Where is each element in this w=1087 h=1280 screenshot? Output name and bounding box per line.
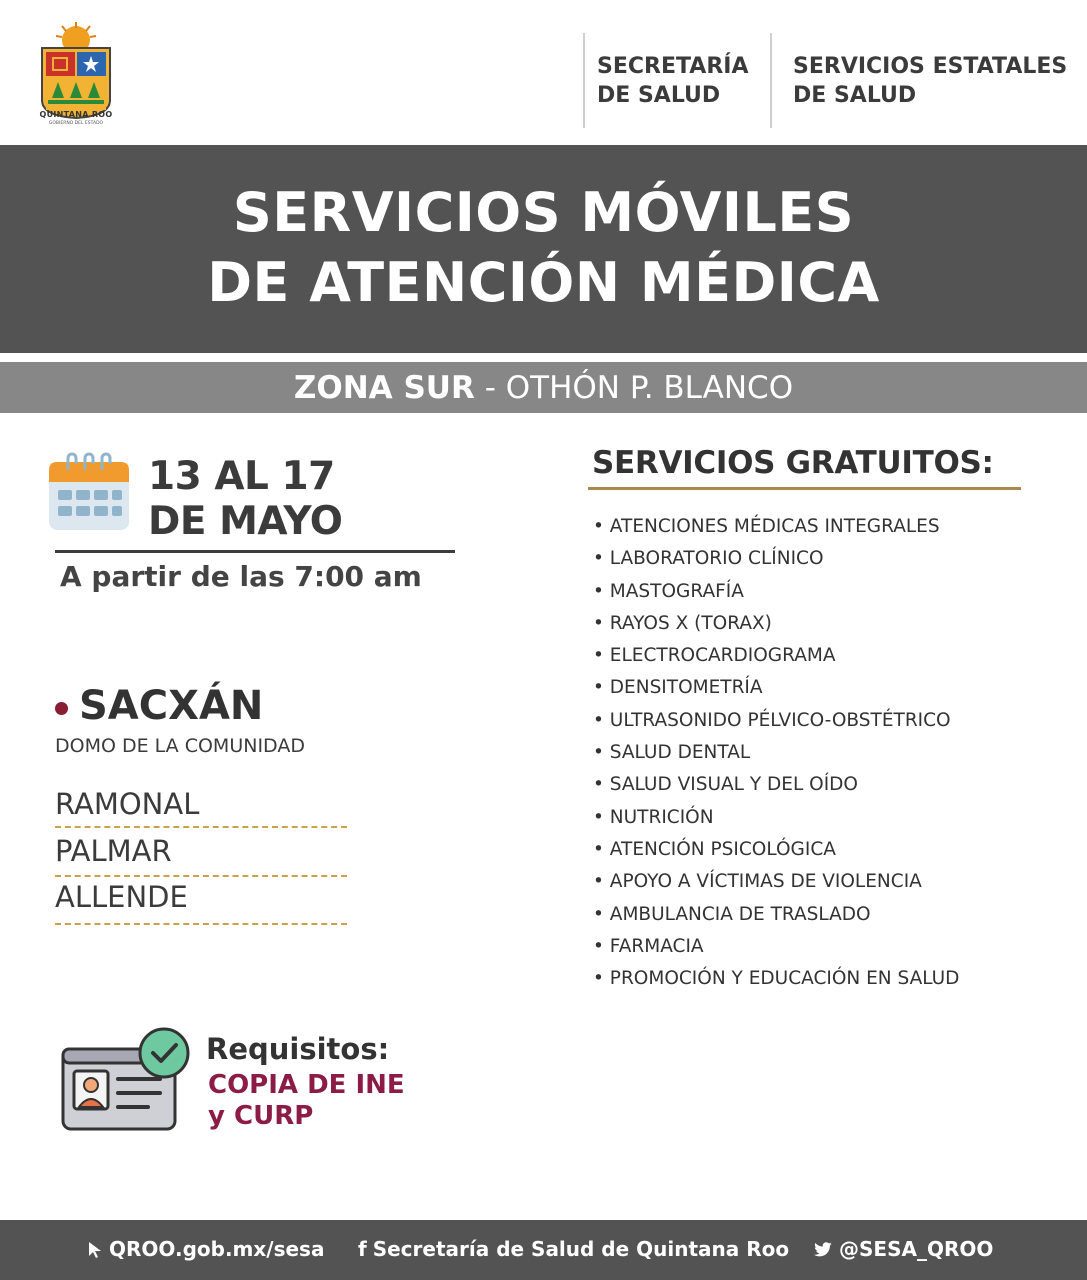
start-time: A partir de las 7:00 am xyxy=(60,560,422,593)
org-servicios-estatales: SERVICIOS ESTATALES DE SALUD xyxy=(793,54,1068,108)
logo-caption: QUINTANA ROO xyxy=(39,110,113,119)
date-underline xyxy=(55,550,455,553)
location-venue: DOMO DE LA COMUNIDAD xyxy=(55,735,305,757)
services-list xyxy=(593,511,959,995)
list-item: • LABORATORIO CLÍNICO xyxy=(593,548,824,570)
event-dates: 13 AL 17 DE MAYO xyxy=(148,454,343,544)
dashed-divider xyxy=(55,875,347,877)
services-underline xyxy=(588,487,1021,490)
nearby-place: PALMAR xyxy=(55,834,172,868)
dashed-divider xyxy=(55,826,347,828)
list-item: • RAYOS X (TORAX) xyxy=(593,612,772,634)
footer-twitter-link[interactable]: @SESA_QROO xyxy=(813,1237,993,1261)
list-item: • SALUD VISUAL Y DEL OÍDO xyxy=(593,774,858,796)
list-item: • FARMACIA xyxy=(593,935,704,957)
logo-subcaption: GOBIERNO DEL ESTADO xyxy=(48,121,104,126)
list-item: • NUTRICIÓN xyxy=(593,806,714,828)
id-card-check-icon xyxy=(60,1025,195,1135)
cursor-icon xyxy=(87,1241,103,1259)
nearby-place: RAMONAL xyxy=(55,787,200,821)
zone-label: ZONA SUR - OTHÓN P. BLANCO xyxy=(293,370,794,406)
list-item: • ATENCIONES MÉDICAS INTEGRALES xyxy=(593,516,940,537)
list-item: • DENSITOMETRÍA xyxy=(593,677,763,699)
list-item: • ULTRASONIDO PÉLVICO-OBSTÉTRICO xyxy=(593,709,951,731)
divider xyxy=(583,33,585,128)
dashed-divider xyxy=(55,923,347,925)
requirements-title: Requisitos: xyxy=(206,1032,390,1066)
list-item: • SALUD DENTAL xyxy=(593,742,751,764)
location-name: SACXÁN xyxy=(79,683,264,729)
bullet-dot xyxy=(55,702,68,715)
list-item: • AMBULANCIA DE TRASLADO xyxy=(593,903,871,925)
footer-facebook-link[interactable]: f Secretaría de Salud de Quintana Roo xyxy=(358,1237,790,1261)
divider xyxy=(770,33,772,128)
services-title: SERVICIOS GRATUITOS: xyxy=(592,445,994,481)
facebook-icon: f xyxy=(358,1237,367,1261)
nearby-place: ALLENDE xyxy=(55,880,188,914)
twitter-icon xyxy=(813,1242,833,1258)
list-item: • ATENCIÓN PSICOLÓGICA xyxy=(593,838,836,860)
org-secretaria-de-salud: SECRETARÍA DE SALUD xyxy=(597,54,749,108)
list-item: • APOYO A VÍCTIMAS DE VIOLENCIA xyxy=(593,871,922,893)
calendar-icon xyxy=(48,452,130,532)
list-item: • PROMOCIÓN Y EDUCACIÓN EN SALUD xyxy=(593,968,960,990)
footer-website-link[interactable]: QROO.gob.mx/sesa xyxy=(87,1237,324,1261)
header xyxy=(0,0,1087,145)
list-item: • MASTOGRAFÍA xyxy=(593,580,744,602)
page-title: SERVICIOS MÓVILES DE ATENCIÓN MÉDICA xyxy=(207,181,880,314)
list-item: • ELECTROCARDIOGRAMA xyxy=(593,645,836,667)
requirements-value: COPIA DE INE y CURP xyxy=(208,1070,405,1131)
